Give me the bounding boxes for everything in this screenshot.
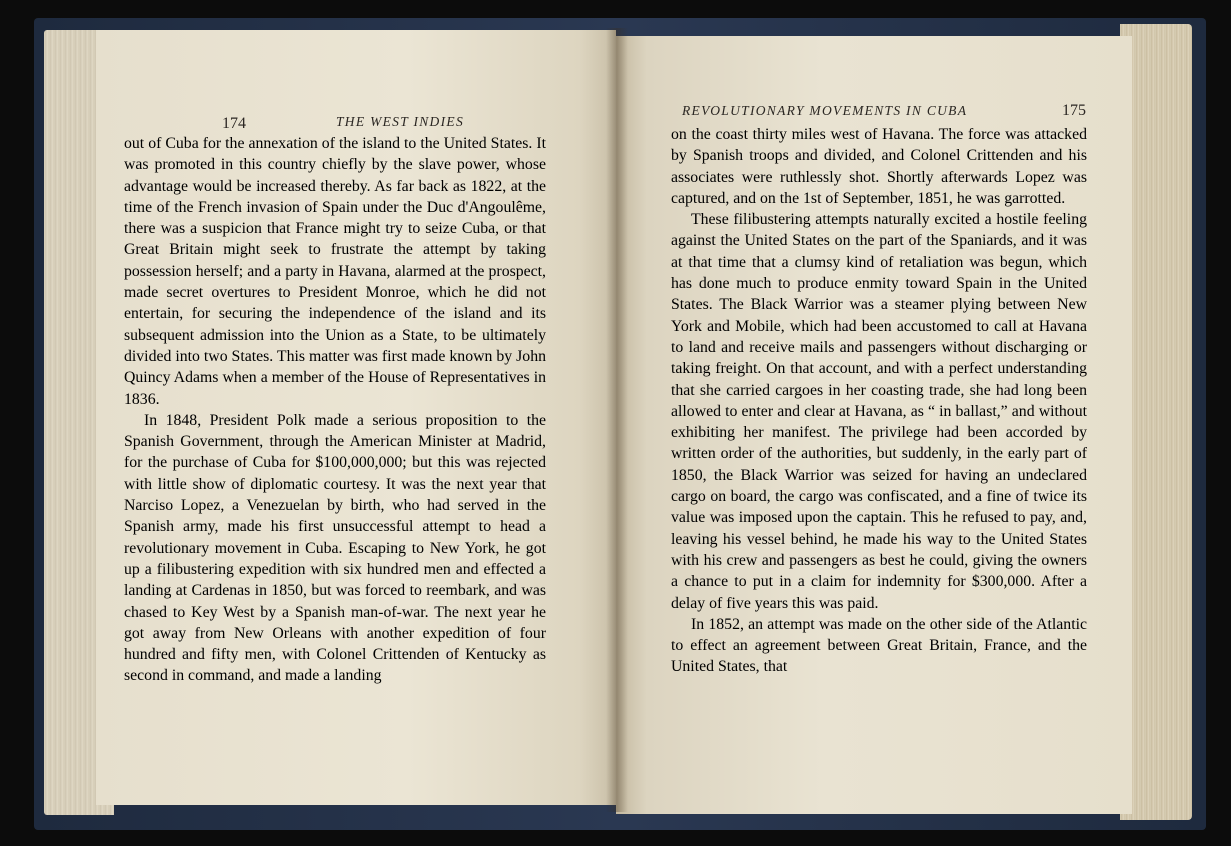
- right-paragraph-2: These filibustering attempts naturally excited a hostile feeling against the United States on the part of the Spaniards, and it was at that time that a clumsy kind of retaliation was begun, which has done much to produce enmity toward Spain in the United States. The Black Warrior was a steamer plying between New York and Mobile, which had been accustomed to call at Havana to land and receive mails and passengers without discharging or taking freight. On that account, and with a perfect understanding that she carried cargoes in her coasting trade, she had long been allowed to enter and clear at Havana, as “ in ballast,” and without exhibiting her manifest. The privilege had been accorded by written order of the authorities, but suddenly, in the early part of 1850, the Black Warrior was seized for having an undeclared cargo on board, the cargo was confiscated, and a fine of twice its value was imposed upon the captain. This he refused to pay, and, leaving his vessel behind, he made his way to the United States with his crew and passengers as best he could, giving the owners a chance to put in a claim for indemnity for $300,000. After a delay of five years this was paid.: [671, 211, 1087, 612]
- right-paragraph-1: on the coast thirty miles west of Havana. The force was attacked by Spanish troops and divided, and Colonel Crittenden and his associates were ruthlessly shot. Shortly afterwards Lopez was captured, and on the 1st of September, 1851, he was garrotted.: [671, 126, 1087, 207]
- left-paragraph-1: out of Cuba for the annexation of the island to the United States. It was promoted in this country chiefly by the slave power, whose advantage would be increased thereby. As far back as 1822, at the time of the French invasion of Spain under the Duc d'Angoulême, there was a suspicion that France might try to seize Cuba, or that Great Britain might seek to frustrate the attempt by taking possession herself; and a party in Havana, alarmed at the prospect, made secret overtures to President Monroe, which he did not entertain, for securing the independence of the island and its subsequent admission into the Union as a State, to be ultimately divided into two States. This matter was first made known by John Quincy Adams when a member of the House of Representatives in 1836.: [124, 135, 546, 408]
- right-page-body: [671, 124, 1087, 678]
- right-paragraph-3: In 1852, an attempt was made on the other side of the Atlantic to effect an agreement between Great Britain, France, and the United States, that: [671, 615, 1087, 676]
- left-paragraph-2: In 1848, President Polk made a serious proposition to the Spanish Government, through the American Minister at Madrid, for the purchase of Cuba for $100,000,000; but this was rejected with little show of diplomatic courtesy. It was the next year that Narciso Lopez, a Venezuelan by birth, who had served in the Spanish army, made his first unsuccessful attempt to head a revolutionary movement in Cuba. Escaping to New York, he got up a filibustering expedition with six hundred men and effected a landing at Cardenas in 1850, but was forced to reembark, and was chased to Key West by a Spanish man-of-war. The next year he got away from New Orleans with another expedition of four hundred and fifty men, with Colonel Crittenden of Kentucky as second in command, and made a landing: [124, 411, 546, 685]
- book-gutter: [606, 28, 628, 812]
- right-page-number: 175: [1062, 102, 1086, 119]
- left-page-number: 174: [222, 115, 246, 132]
- right-running-title: REVOLUTIONARY MOVEMENTS IN CUBA: [682, 103, 968, 118]
- left-running-title: THE WEST INDIES: [336, 114, 465, 129]
- left-page-body: [124, 133, 546, 687]
